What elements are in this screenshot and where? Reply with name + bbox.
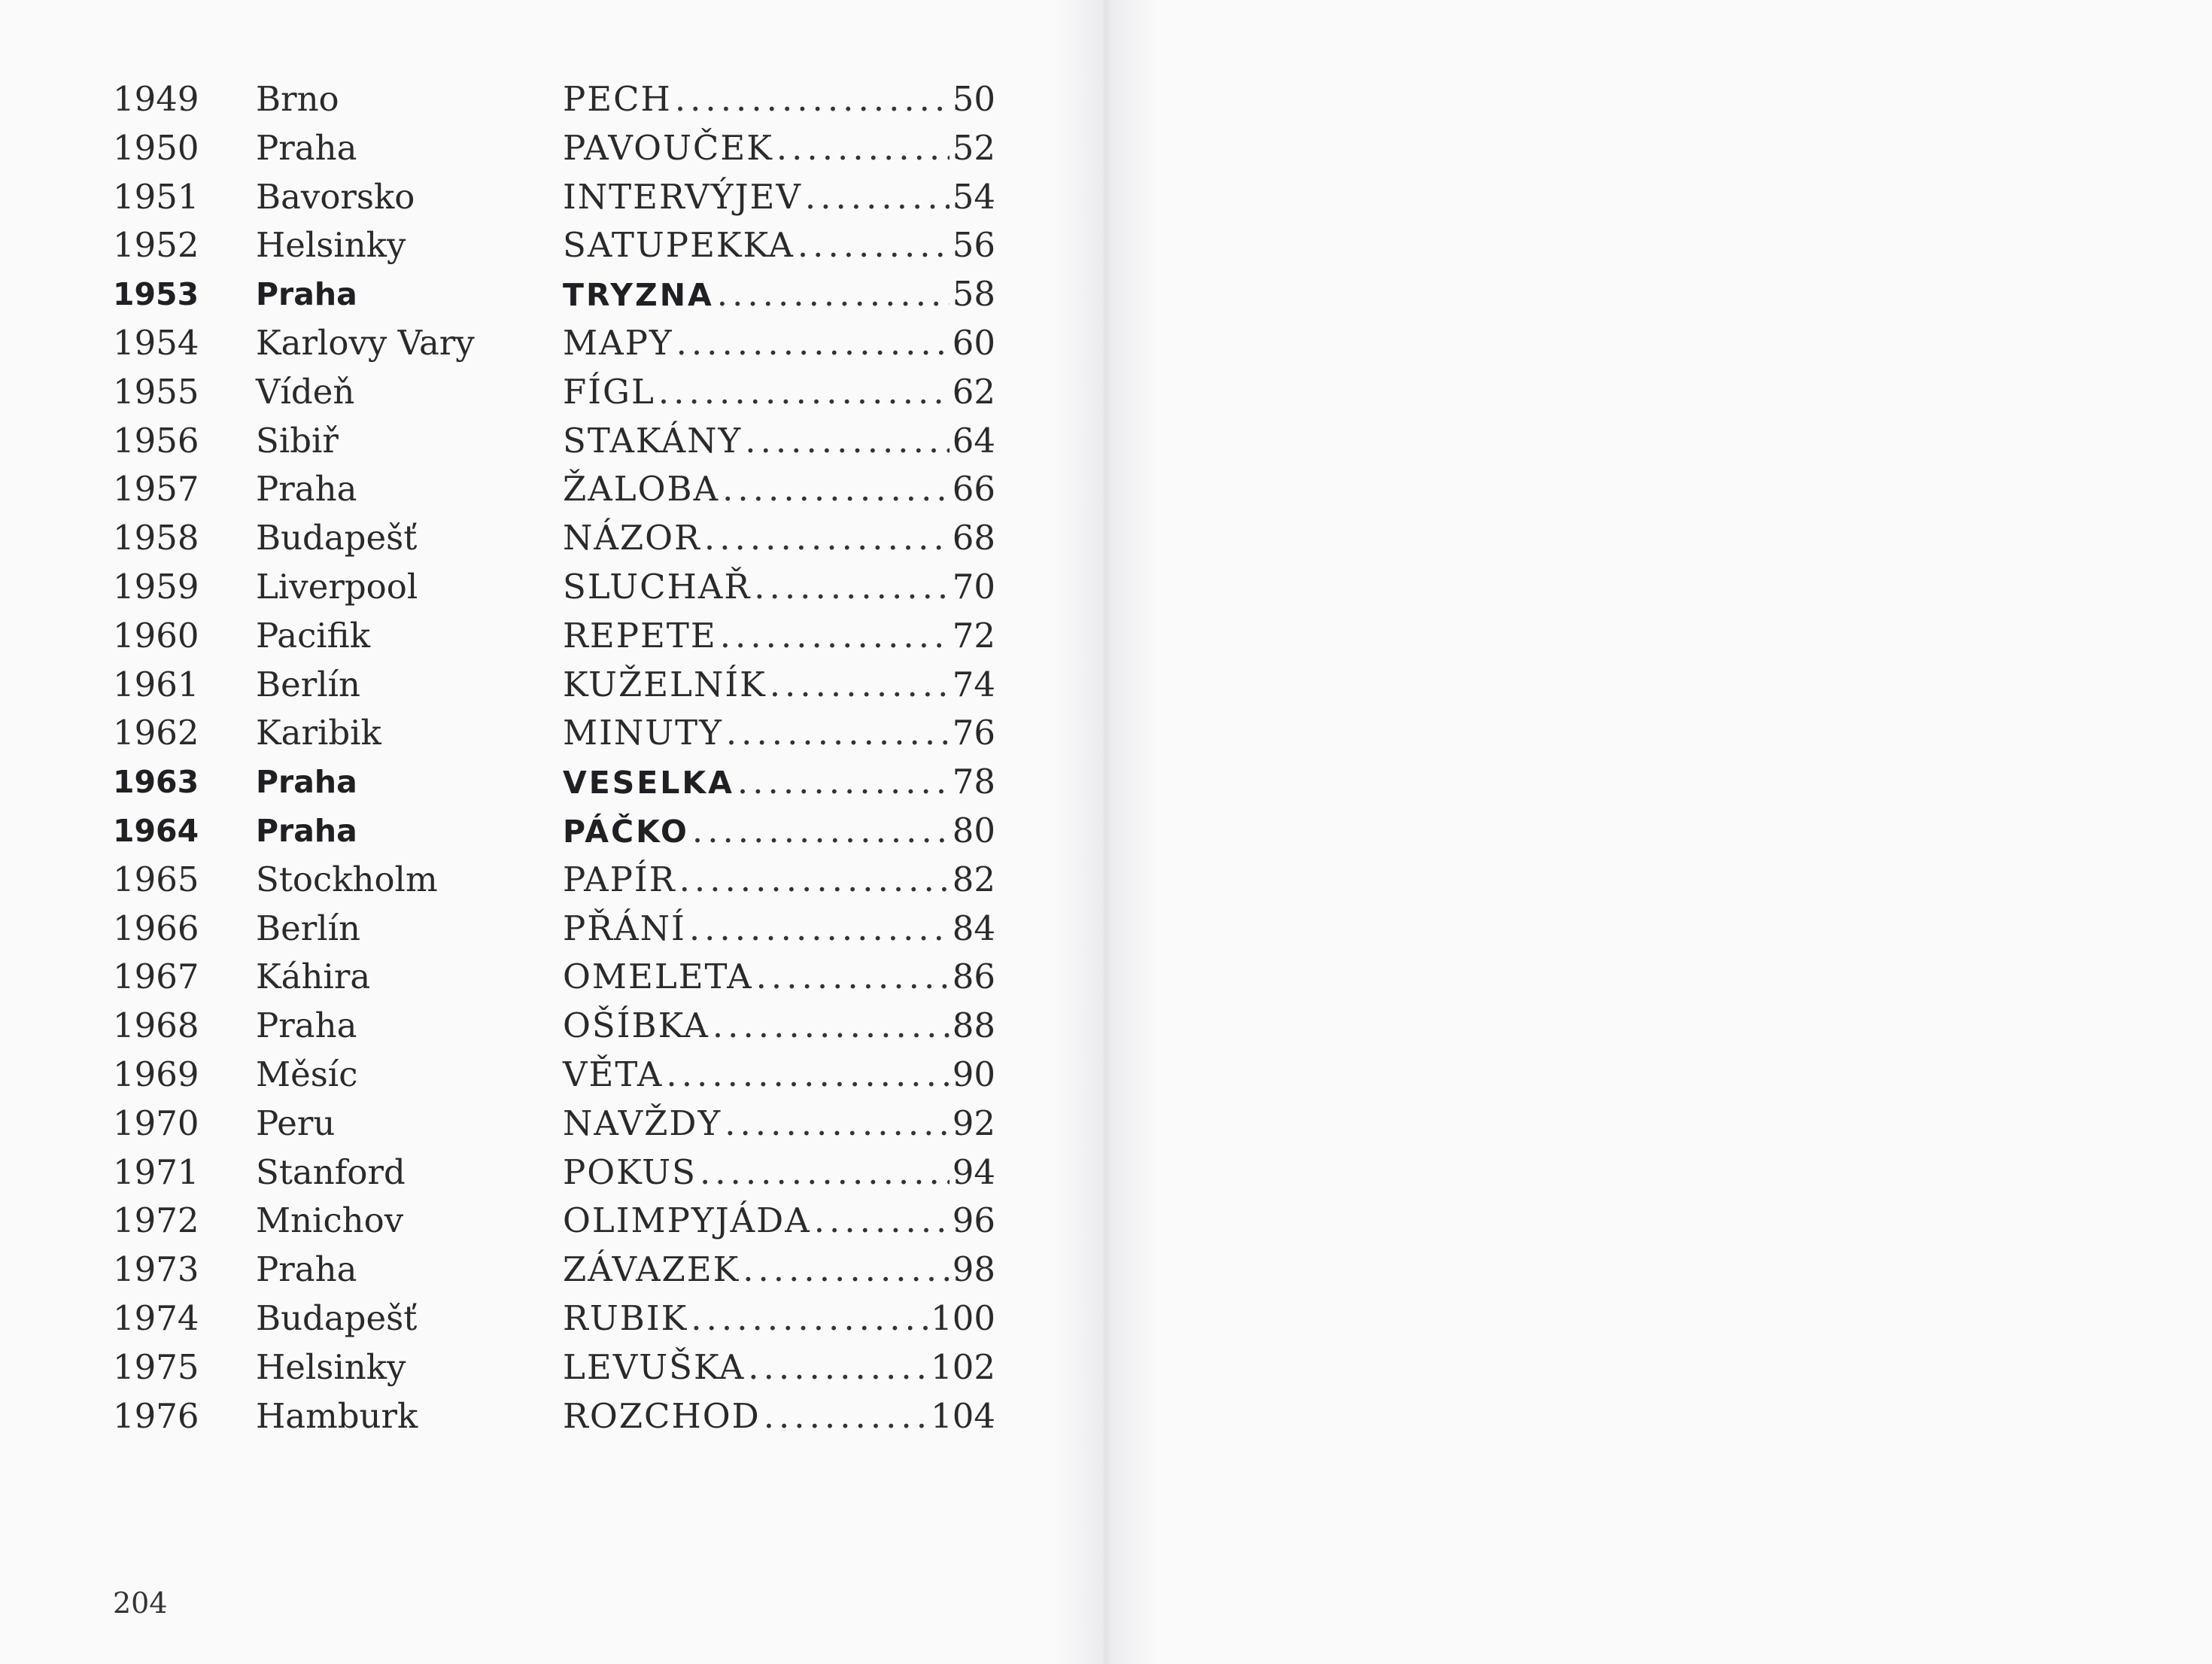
toc-title: OMELETA	[563, 957, 753, 997]
toc-page-number: 72	[952, 615, 995, 656]
dot-leader	[798, 221, 950, 270]
toc-year: 1965	[113, 859, 199, 899]
toc-page-number: 96	[952, 1200, 995, 1241]
toc-page-number: 86	[952, 957, 995, 997]
toc-place: Stanford	[256, 1151, 406, 1192]
toc-title: STAKÁNY	[563, 420, 743, 461]
toc-year: 1962	[113, 713, 199, 753]
toc-entry	[563, 661, 995, 710]
toc-page-number: 64	[952, 420, 995, 461]
toc-entry	[563, 1148, 995, 1197]
toc-title: OŠÍBKA	[563, 1005, 709, 1046]
right-page	[1106, 0, 2212, 1664]
toc-place: Budapešť	[256, 518, 418, 558]
toc-year: 1949	[113, 79, 199, 119]
toc-title: REPETE	[563, 615, 717, 656]
toc-page-number: 56	[952, 225, 995, 266]
toc-page-number: 100	[931, 1297, 995, 1338]
toc-page-number: 102	[931, 1346, 995, 1387]
dot-leader	[737, 758, 950, 807]
toc-entry	[563, 319, 995, 368]
toc-year: 1955	[113, 371, 199, 412]
toc-entry	[563, 1246, 995, 1294]
toc-page-number: 82	[952, 859, 995, 899]
toc-page-number: 84	[952, 908, 995, 948]
toc-place: Berlín	[256, 664, 360, 704]
toc-page-number: 58	[952, 274, 995, 315]
dot-leader	[700, 1148, 950, 1197]
toc-page-number: 70	[952, 566, 995, 607]
toc-entry	[563, 1002, 995, 1051]
toc-place: Hamburk	[256, 1395, 418, 1436]
toc-entry	[563, 1294, 995, 1343]
dot-leader	[666, 1051, 949, 1100]
toc-entry	[563, 124, 995, 173]
toc-entry	[563, 953, 995, 1002]
toc-place: Měsíc	[256, 1054, 358, 1094]
toc-year: 1960	[113, 615, 199, 656]
toc-page-number: 68	[952, 518, 995, 558]
dot-leader	[704, 514, 950, 563]
toc-entry	[563, 417, 995, 466]
toc-title: PŘÁNÍ	[563, 908, 686, 948]
toc-year: 1968	[113, 1005, 199, 1046]
dot-leader	[713, 1002, 950, 1051]
toc-place: Stockholm	[256, 859, 438, 899]
toc-year: 1973	[113, 1249, 199, 1290]
toc-year: 1956	[113, 420, 199, 461]
dot-leader	[717, 270, 950, 319]
toc-entry	[563, 905, 995, 954]
toc-place: Káhira	[256, 957, 371, 997]
toc-year: 1951	[113, 176, 199, 217]
toc-place: Mnichov	[256, 1200, 404, 1241]
toc-entry	[563, 368, 995, 417]
toc-page-number: 94	[952, 1151, 995, 1192]
toc-place: Karlovy Vary	[256, 322, 475, 363]
dot-leader	[756, 953, 950, 1002]
toc-title: OLIMPYJÁDA	[563, 1200, 811, 1241]
toc-entry	[563, 856, 995, 905]
toc-title: VESELKA	[563, 765, 734, 802]
toc-place: Budapešť	[256, 1297, 418, 1338]
dot-leader	[676, 319, 950, 368]
toc-year: 1952	[113, 225, 199, 266]
toc-place: Vídeň	[256, 371, 355, 412]
dot-leader	[754, 563, 950, 612]
dot-leader	[748, 1343, 928, 1392]
toc-page-number: 104	[931, 1395, 995, 1436]
page-number-left: 204	[113, 1586, 168, 1620]
toc-title: KUŽELNÍK	[563, 664, 767, 704]
toc-year: 1966	[113, 908, 199, 948]
toc-entry	[563, 612, 995, 661]
toc-year: 1953	[113, 276, 199, 313]
toc-title: ŽALOBA	[563, 469, 720, 510]
toc-page-number: 92	[952, 1103, 995, 1143]
toc-page-number: 60	[952, 322, 995, 363]
toc-place: Helsinky	[256, 1346, 406, 1387]
dot-leader	[689, 905, 950, 954]
toc-place: Praha	[256, 276, 357, 313]
dot-leader	[722, 465, 950, 514]
toc-title: ROZCHOD	[563, 1395, 761, 1436]
toc-year: 1974	[113, 1297, 199, 1338]
dot-leader	[743, 1246, 950, 1294]
toc-year: 1950	[113, 127, 199, 168]
toc-place: Brno	[256, 79, 339, 119]
toc-entry	[563, 709, 995, 758]
dot-leader	[805, 173, 950, 222]
dot-leader	[745, 417, 949, 466]
toc-place: Praha	[256, 812, 357, 849]
toc-title: PECH	[563, 79, 672, 119]
dot-leader	[658, 368, 950, 417]
toc-place: Bavorsko	[256, 176, 415, 217]
dot-leader	[764, 1392, 928, 1441]
toc-place: Helsinky	[256, 225, 406, 266]
toc-entry	[563, 563, 995, 612]
toc-page-number: 54	[952, 176, 995, 217]
toc-year: 1963	[113, 764, 199, 801]
toc-title: SATUPEKKA	[563, 225, 795, 266]
dot-leader	[691, 1294, 928, 1343]
toc-page-number: 62	[952, 371, 995, 412]
toc-place: Peru	[256, 1103, 336, 1143]
toc-entry	[563, 221, 995, 270]
toc-title: NAVŽDY	[563, 1103, 722, 1143]
toc-entry	[563, 1392, 995, 1441]
toc-page-number: 50	[952, 79, 995, 119]
toc-place: Karibik	[256, 713, 381, 753]
dot-leader	[770, 661, 950, 710]
toc-title: VĚTA	[563, 1054, 664, 1094]
toc-year: 1958	[113, 518, 199, 558]
toc-year: 1967	[113, 957, 199, 997]
toc-title: TRYZNA	[563, 277, 714, 314]
toc-year: 1954	[113, 322, 199, 363]
toc-entry	[563, 514, 995, 563]
toc-entry	[563, 270, 995, 320]
toc-entry	[563, 1051, 995, 1100]
toc-page-number: 52	[952, 127, 995, 168]
toc-year: 1959	[113, 566, 199, 607]
toc-year: 1970	[113, 1103, 199, 1143]
dot-leader	[675, 75, 950, 124]
toc-year: 1969	[113, 1054, 199, 1094]
toc-title: POKUS	[563, 1151, 697, 1192]
toc-page-number: 88	[952, 1005, 995, 1046]
toc-entry	[563, 465, 995, 514]
toc-page-number: 98	[952, 1249, 995, 1290]
toc-place: Praha	[256, 1005, 357, 1046]
toc-page-number: 76	[952, 713, 995, 753]
toc-title: PÁČKO	[563, 813, 689, 850]
toc-entry	[563, 173, 995, 222]
toc-place: Praha	[256, 764, 357, 801]
toc-place: Praha	[256, 469, 357, 510]
toc-title: MINUTY	[563, 713, 723, 753]
toc-place: Liverpool	[256, 566, 418, 607]
dot-leader	[726, 709, 950, 758]
toc-place: Sibiř	[256, 420, 339, 461]
dot-leader	[679, 856, 950, 905]
toc-place: Berlín	[256, 908, 360, 948]
toc-place: Pacifik	[256, 615, 370, 656]
toc-title: INTERVÝJEV	[563, 176, 802, 217]
toc-entry	[563, 75, 995, 124]
toc-title: PAVOUČEK	[563, 127, 773, 168]
toc-year: 1961	[113, 664, 199, 704]
toc-entry	[563, 1100, 995, 1148]
dot-leader	[725, 1100, 950, 1148]
toc-page-number: 80	[952, 810, 995, 850]
toc-page-number: 78	[952, 762, 995, 802]
toc-year: 1976	[113, 1395, 199, 1436]
toc-year: 1957	[113, 469, 199, 510]
toc-title: PAPÍR	[563, 859, 676, 899]
dot-leader	[720, 612, 950, 661]
toc-title: ZÁVAZEK	[563, 1249, 740, 1290]
dot-leader	[814, 1197, 950, 1246]
toc-page-number: 66	[952, 469, 995, 510]
toc-place: Praha	[256, 127, 357, 168]
toc-title: FÍGL	[563, 371, 655, 412]
toc-year: 1975	[113, 1346, 199, 1387]
toc-page-number: 90	[952, 1054, 995, 1094]
toc-place: Praha	[256, 1249, 357, 1290]
toc-year: 1972	[113, 1200, 199, 1241]
toc-entry	[563, 1197, 995, 1246]
toc-entry	[563, 807, 995, 856]
dot-leader	[692, 807, 950, 856]
toc-title: MAPY	[563, 322, 673, 363]
book-gutter	[1053, 0, 1159, 1664]
dot-leader	[776, 124, 950, 173]
toc-title: SLUCHAŘ	[563, 566, 752, 607]
toc-year: 1964	[113, 812, 199, 849]
toc-entry	[563, 758, 995, 808]
toc-title: NÁZOR	[563, 518, 701, 558]
toc-year: 1971	[113, 1151, 199, 1192]
toc-page-number: 74	[952, 664, 995, 704]
toc-entry	[563, 1343, 995, 1392]
toc-title: RUBIK	[563, 1297, 688, 1338]
toc-title: LEVUŠKA	[563, 1346, 746, 1387]
